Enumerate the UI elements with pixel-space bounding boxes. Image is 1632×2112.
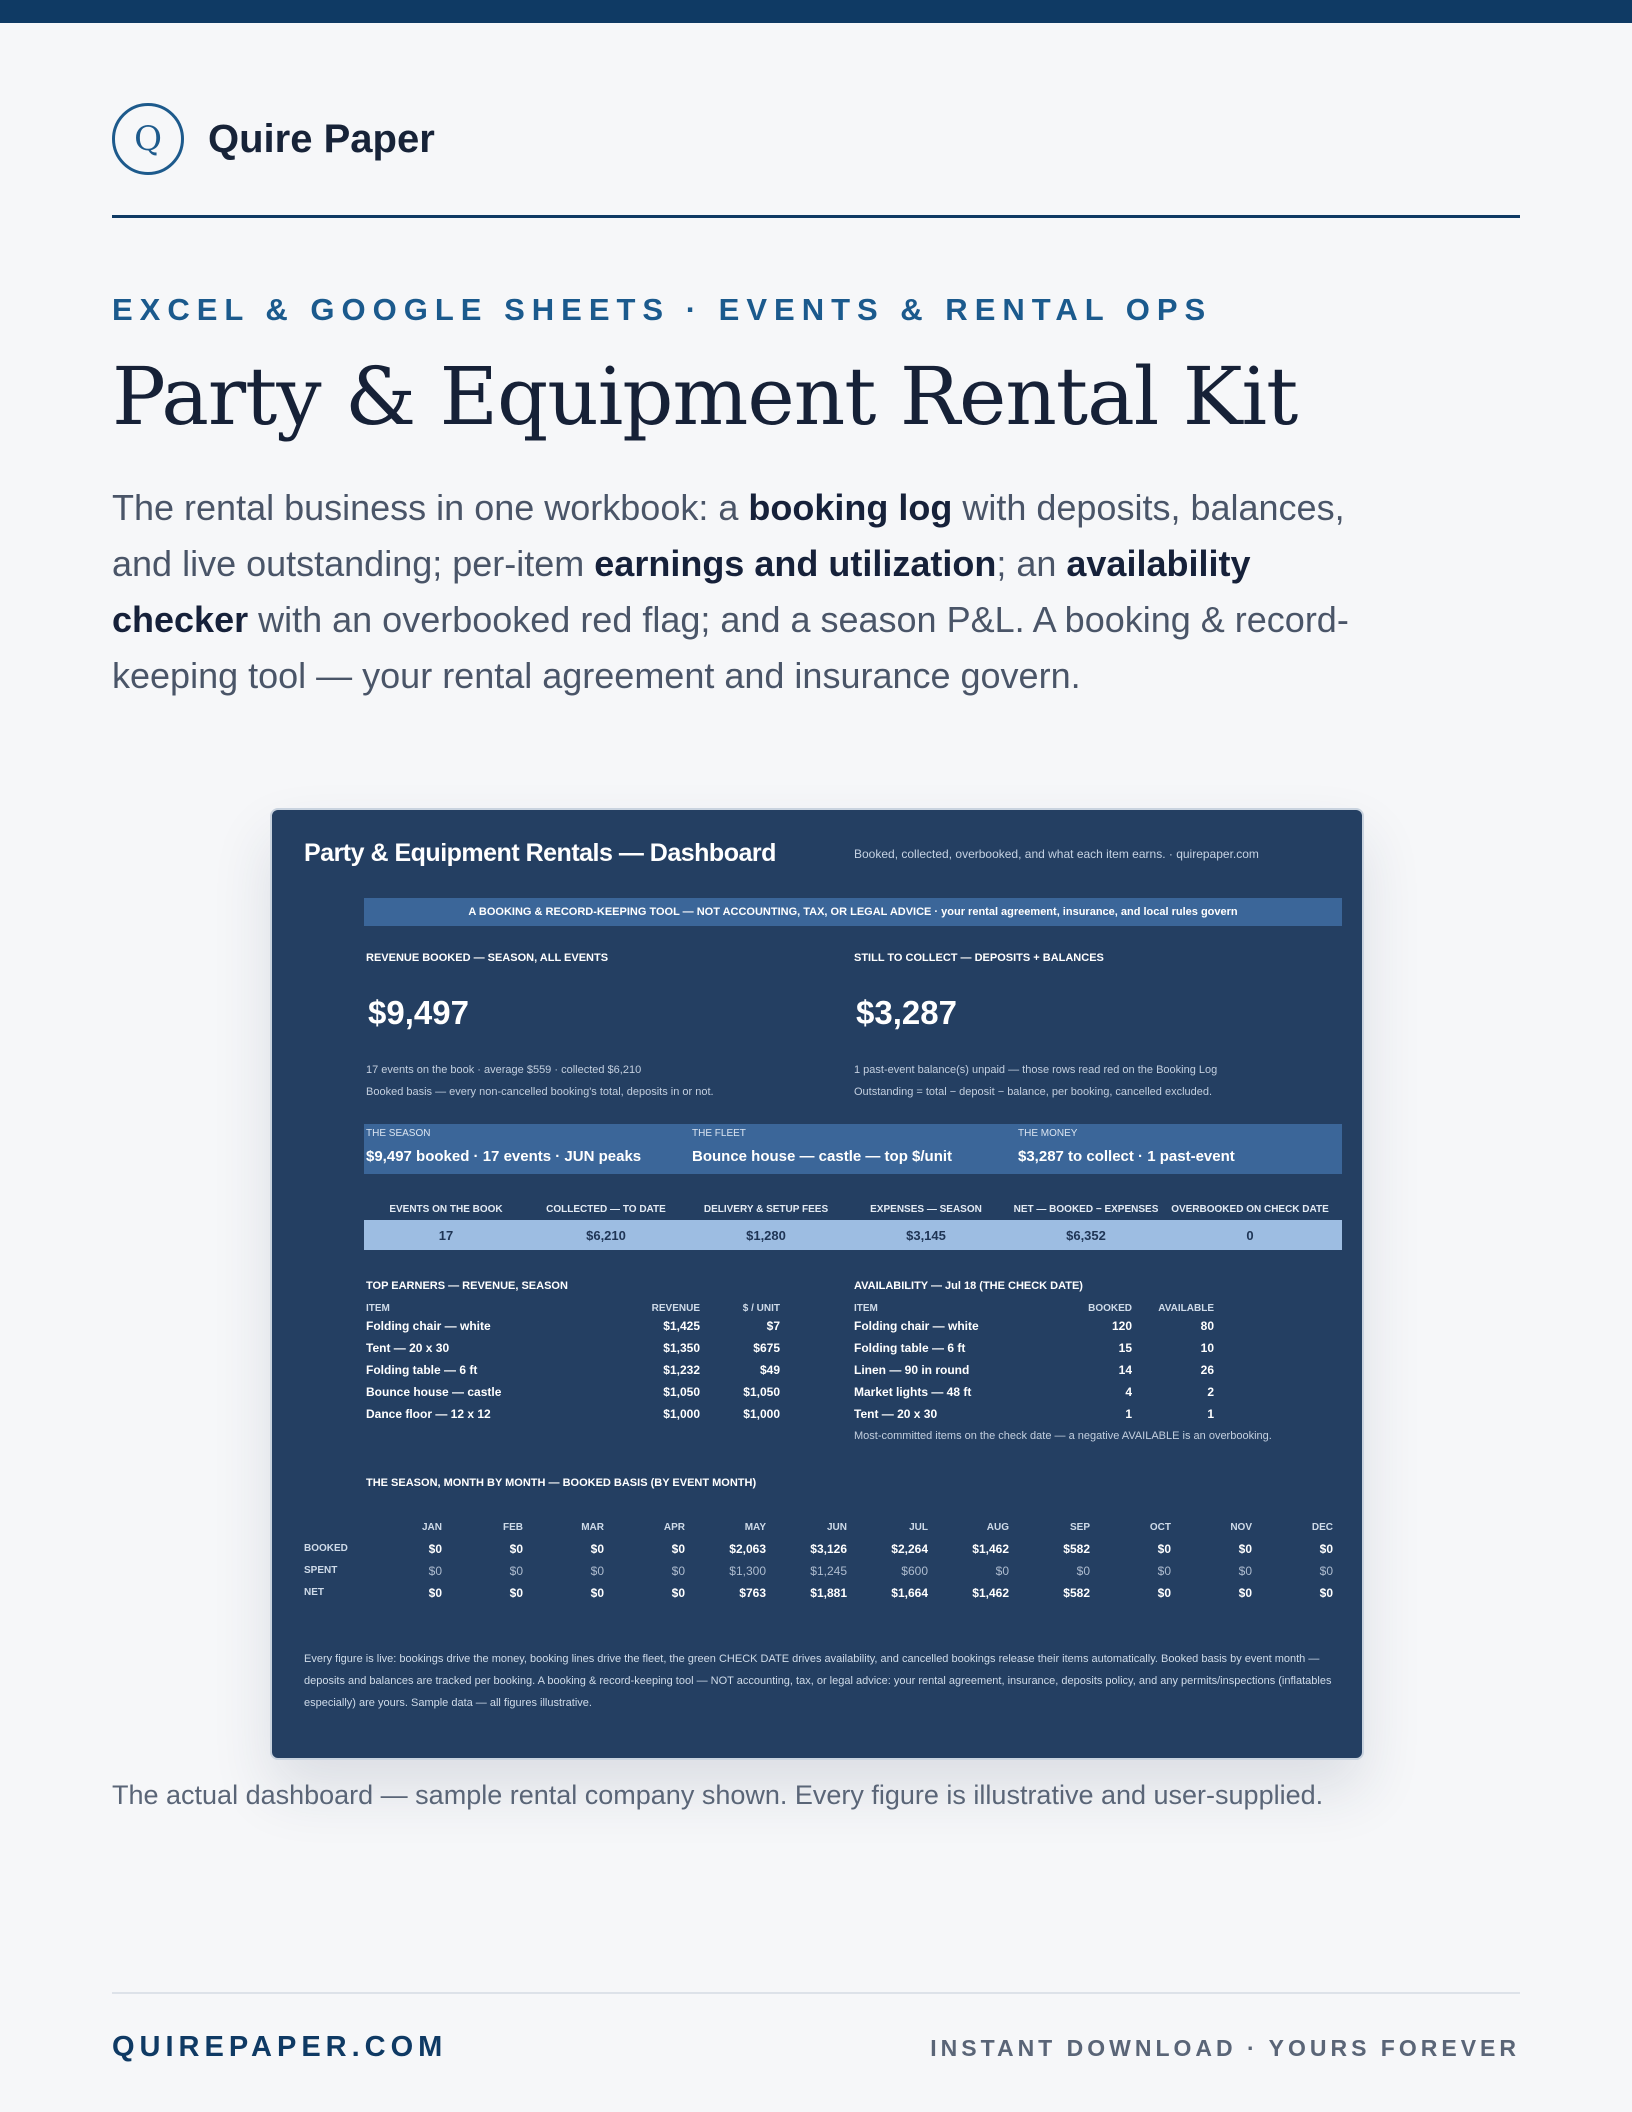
band-label: THE FLEET	[692, 1128, 746, 1139]
highlight-booking-log: booking log	[748, 487, 953, 528]
dashboard-footnote: Every figure is live: bookings drive the money, booking lines drive the fleet, the green CHECK DATE drives availability, and cancelled bookings release their items automatically. Booked basis by event month — deposits and balances are tracked per booking. A booking & record-keeping tool — NOT accounting, tax, or legal advice: your rental agreement, insurance, deposits policy, and any permits/inspections (inflatables especially) are yours. Sample data — all figures illustrative.	[304, 1653, 1332, 1709]
monthly-cell: $0	[509, 1564, 523, 1578]
month-header: JAN	[421, 1522, 442, 1533]
month-header: NOV	[1230, 1522, 1252, 1533]
monthly-cell: $582	[1063, 1542, 1090, 1556]
month-header: MAY	[744, 1522, 766, 1533]
band-value: $9,497 booked · 17 events · JUN peaks	[366, 1148, 642, 1165]
top-accent-bar	[0, 0, 1632, 23]
monthly-cell: $0	[1238, 1542, 1252, 1556]
brand-name: Quire Paper	[208, 116, 435, 161]
monthly-cell: $0	[1319, 1564, 1333, 1578]
monthly-cell: $0	[1319, 1586, 1333, 1600]
monthly-cell: $0	[590, 1564, 604, 1578]
availability-cell: 2	[1207, 1385, 1214, 1399]
monthly-cell: $0	[509, 1586, 523, 1600]
dashboard-subtitle: Booked, collected, overbooked, and what each item earns. · quirepaper.com	[854, 847, 1259, 861]
product-description: The rental business in one workbook: a booking log with deposits, balances, and live outstanding; per-item earnings and utilization; an availability checker with an overbooked red flag; and a season P&L. A booking & record-keeping tool — your rental agreement and insurance govern.	[112, 487, 1349, 696]
revenue-note-1: 17 events on the book · average $559 · collected $6,210	[366, 1064, 642, 1076]
monthly-cell: $1,664	[891, 1586, 928, 1600]
brand[interactable]	[112, 103, 435, 175]
monthly-title: THE SEASON, MONTH BY MONTH — BOOKED BASIS (BY EVENT MONTH)	[366, 1477, 757, 1489]
page-title: Party & Equipment Rental Kit	[112, 350, 1298, 443]
monthly-cell: $2,063	[729, 1542, 766, 1556]
monthly-row-label: SPENT	[304, 1565, 338, 1576]
earners-header-item: ITEM	[366, 1303, 390, 1314]
revenue-label: REVENUE BOOKED — SEASON, ALL EVENTS	[366, 952, 609, 964]
collect-note-1: 1 past-event balance(s) unpaid — those rows read red on the Booking Log	[854, 1064, 1218, 1076]
monthly-cell: $0	[1076, 1564, 1090, 1578]
earners-title: TOP EARNERS — REVENUE, SEASON	[366, 1280, 568, 1292]
availability-note: Most-committed items on the check date — a negative AVAILABLE is an overbooking.	[854, 1430, 1272, 1442]
collect-note-2: Outstanding = total − deposit − balance, per booking, cancelled excluded.	[854, 1086, 1213, 1098]
monthly-cell: $0	[590, 1542, 604, 1556]
monthly-cell: $0	[1157, 1542, 1171, 1556]
earners-cell: $1,350	[663, 1341, 700, 1355]
availability-cell: 1	[1207, 1407, 1214, 1421]
site-link[interactable]: QUIREPAPER.COM	[112, 2031, 448, 2063]
month-header: APR	[663, 1522, 685, 1533]
earners-cell: $675	[753, 1341, 780, 1355]
monthly-cell: $0	[995, 1564, 1009, 1578]
footer-tagline: INSTANT DOWNLOAD · YOURS FOREVER	[930, 2035, 1520, 2061]
band-value: Bounce house — castle — top $/unit	[692, 1148, 953, 1165]
kpi-label: NET — BOOKED − EXPENSES	[1013, 1204, 1159, 1215]
earners-cell: Folding chair — white	[366, 1319, 491, 1333]
month-header: FEB	[503, 1522, 523, 1533]
earners-cell: $7	[766, 1319, 780, 1333]
earners-cell: Dance floor — 12 x 12	[366, 1407, 491, 1421]
earners-cell: $49	[759, 1363, 780, 1377]
month-header: OCT	[1149, 1522, 1171, 1533]
monthly-cell: $0	[590, 1586, 604, 1600]
monthly-cell: $1,300	[729, 1564, 766, 1578]
monthly-cell: $582	[1063, 1586, 1090, 1600]
earners-header-unit: $ / UNIT	[742, 1303, 780, 1314]
availability-cell: 26	[1200, 1363, 1214, 1377]
eyebrow: EXCEL & GOOGLE SHEETS · EVENTS & RENTAL OPS	[112, 292, 1213, 327]
collect-label: STILL TO COLLECT — DEPOSITS + BALANCES	[854, 952, 1104, 964]
earners-header-revenue: REVENUE	[651, 1303, 700, 1314]
monthly-cell: $0	[671, 1542, 685, 1556]
kpi-label: DELIVERY & SETUP FEES	[703, 1204, 829, 1215]
earners-cell: $1,232	[663, 1363, 700, 1377]
earners-cell: $1,000	[743, 1407, 780, 1421]
monthly-row-label: BOOKED	[304, 1543, 348, 1554]
availability-cell: 14	[1118, 1363, 1132, 1377]
availability-cell: Linen — 90 in round	[854, 1363, 970, 1377]
earners-cell: $1,050	[743, 1385, 780, 1399]
earners-cell: $1,050	[663, 1385, 700, 1399]
disclaimer-banner: A BOOKING & RECORD-KEEPING TOOL — NOT ACCOUNTING, TAX, OR LEGAL ADVICE · your rental agreement, insurance, and local rules govern	[364, 898, 1342, 926]
monthly-cell: $0	[671, 1586, 685, 1600]
availability-cell: Market lights — 48 ft	[854, 1385, 972, 1399]
availability-cell: 1	[1125, 1407, 1132, 1421]
availability-cell: Tent — 20 x 30	[854, 1407, 938, 1421]
availability-title: AVAILABILITY — Jul 18 (THE CHECK DATE)	[854, 1280, 1083, 1292]
month-header: DEC	[1311, 1522, 1333, 1533]
band-value: $3,287 to collect · 1 past-event	[1018, 1148, 1235, 1165]
image-caption: The actual dashboard — sample rental company shown. Every figure is illustrative and user-supplied.	[112, 1780, 1324, 1810]
header-divider	[112, 215, 1520, 218]
band-label: THE SEASON	[366, 1128, 431, 1139]
availability-cell: 15	[1118, 1341, 1132, 1355]
dashboard-title: Party & Equipment Rentals — Dashboard	[304, 839, 776, 867]
month-header: JUL	[909, 1522, 928, 1533]
availability-cell: 80	[1200, 1319, 1214, 1333]
monthly-cell: $0	[428, 1564, 442, 1578]
kpi-value: $1,280	[746, 1228, 786, 1243]
brand-logo-icon: Q	[112, 103, 184, 175]
kpi-label: OVERBOOKED ON CHECK DATE	[1171, 1204, 1329, 1215]
collect-value: $3,287	[856, 994, 957, 1031]
monthly-cell: $0	[428, 1586, 442, 1600]
earners-cell: $1,425	[663, 1319, 700, 1333]
kpi-value: 0	[1246, 1228, 1254, 1243]
monthly-cell: $600	[901, 1564, 928, 1578]
monthly-cell: $763	[739, 1586, 766, 1600]
month-header: AUG	[986, 1522, 1009, 1533]
availability-header-available: AVAILABLE	[1158, 1303, 1214, 1314]
monthly-cell: $0	[671, 1564, 685, 1578]
monthly-cell: $1,245	[810, 1564, 847, 1578]
highlight-earnings: earnings and utilization	[594, 543, 997, 584]
kpi-value: $6,352	[1066, 1228, 1106, 1243]
kpi-value: 17	[438, 1228, 454, 1243]
availability-cell: 10	[1200, 1341, 1214, 1355]
kpi-label: EVENTS ON THE BOOK	[389, 1204, 503, 1215]
monthly-cell: $1,462	[972, 1586, 1009, 1600]
kpi-label: COLLECTED — TO DATE	[546, 1204, 666, 1215]
availability-cell: 4	[1125, 1385, 1132, 1399]
availability-header-item: ITEM	[854, 1303, 878, 1314]
monthly-cell: $2,264	[891, 1542, 928, 1556]
monthly-cell: $1,881	[810, 1586, 847, 1600]
revenue-value: $9,497	[368, 994, 469, 1031]
footer-divider	[112, 1992, 1520, 1994]
monthly-cell: $0	[1238, 1564, 1252, 1578]
revenue-note-2: Booked basis — every non-cancelled booking's total, deposits in or not.	[366, 1086, 714, 1098]
availability-cell: Folding chair — white	[854, 1319, 979, 1333]
dashboard-preview	[270, 808, 1364, 1760]
earners-cell: $1,000	[663, 1407, 700, 1421]
monthly-cell: $3,126	[810, 1542, 847, 1556]
earners-cell: Folding table — 6 ft	[366, 1363, 478, 1377]
kpi-value: $3,145	[906, 1228, 946, 1243]
monthly-cell: $1,462	[972, 1542, 1009, 1556]
monthly-cell: $0	[1238, 1586, 1252, 1600]
monthly-cell: $0	[428, 1542, 442, 1556]
month-header: MAR	[581, 1522, 604, 1533]
monthly-cell: $0	[509, 1542, 523, 1556]
earners-cell: Tent — 20 x 30	[366, 1341, 450, 1355]
kpi-values-row	[364, 1220, 1342, 1250]
band-label: THE MONEY	[1018, 1128, 1078, 1139]
kpi-value: $6,210	[586, 1228, 626, 1243]
highlight-availability: availability checker	[112, 543, 1251, 640]
availability-cell: Folding table — 6 ft	[854, 1341, 966, 1355]
kpi-label: EXPENSES — SEASON	[870, 1204, 982, 1215]
earners-cell: Bounce house — castle	[366, 1385, 502, 1399]
availability-header-booked: BOOKED	[1088, 1303, 1132, 1314]
monthly-cell: $0	[1157, 1586, 1171, 1600]
monthly-row-label: NET	[304, 1587, 324, 1598]
month-header: JUN	[826, 1522, 847, 1533]
availability-cell: 120	[1111, 1319, 1132, 1333]
monthly-cell: $0	[1157, 1564, 1171, 1578]
summary-band	[364, 1124, 1342, 1174]
month-header: SEP	[1069, 1522, 1090, 1533]
monthly-cell: $0	[1319, 1542, 1333, 1556]
